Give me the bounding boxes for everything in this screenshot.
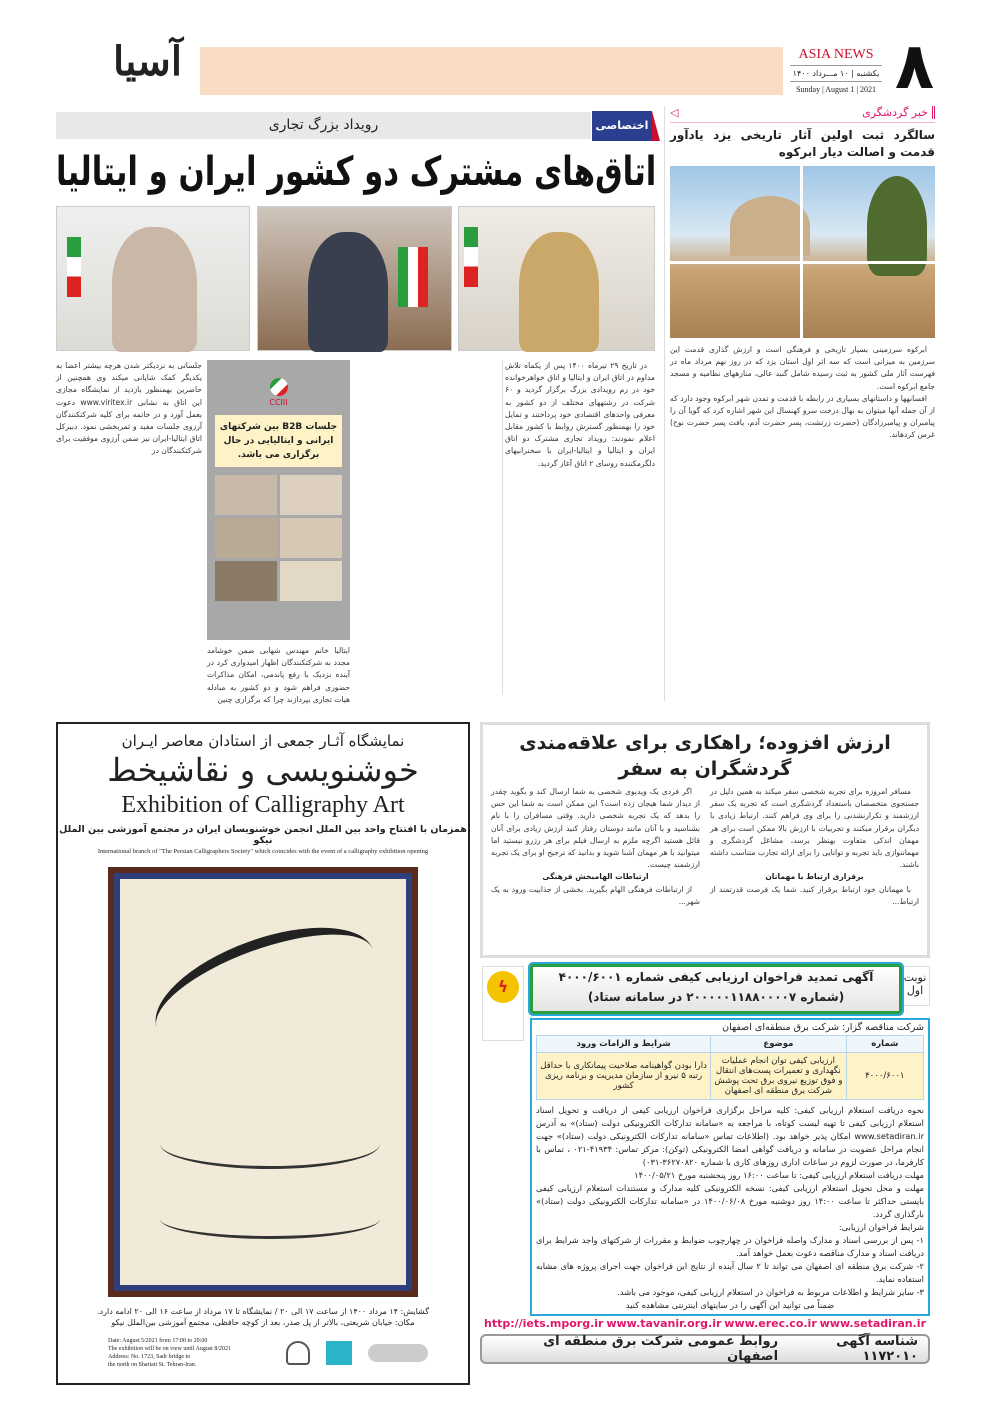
column-rule: [502, 360, 503, 695]
date-en: Sunday | August 1 | 2021: [796, 85, 876, 94]
website-link[interactable]: www.tavanir.org.ir: [606, 1317, 722, 1330]
tender-text: نحوه دریافت استعلام ارزیابی کیفی: کلیه مراحل برگزاری فراخوان ارزیابی کیفی از دریافت و تحویل اسناد استعلام ارزیابی کیفی تا تهیه لیست کوتاه، با مراجعه به «سامانه تدارکات الکترونیکی دولت (ستاد)» به آدرس www.setadiran.ir امکان پذیر خواهد بود. (اطلاعات تماس «سامانه تدارکات الکترونیکی دولت (ستاد)» جهت انجام مراحل عضویت در سامانه و دریافت گواهی امضا الکترونیکی (توکن): مرکز تماس: ۴۱۹۳۴-۰۲۱ ، تماس با کارفرما، در صورت لزوم در ساعات اداری روزهای کاری با شماره ۳۶۲۷۰۸۲۰-۰۳۱): [536, 1105, 924, 1167]
organizer: شرکت مناقصه گزار: شرکت برق منطقه‌ای اصفهان: [722, 1022, 924, 1033]
logo-text: CCIII: [269, 398, 288, 407]
tender-text: شرایط فراخوان ارزیابی:: [838, 1222, 924, 1232]
article-text: با مهمانان خود ارتباط برقرار کنید. شما یک فرصت قدرتمند از ارتباط...: [710, 884, 919, 906]
article-text: جلساتی به نزدیکتر شدن هرچه بیشتر اعضا به یکدیگر کمک شایانی میکند وی همچنین از حاضرین بهمنظور بازدید از نمایشگاه مجازی این اتاق به نشانی www.viritex.ir دعوت بعمل آورد و در خاتمه برای کلیه شرکتکنندگان آرزوی جلسات مفید و ثمربخشی نمود. دبیرکل اتاق ایتالیا-ایران نیز ضمن آرزوی موفقیت برای شرکتکنندگان در: [56, 361, 202, 456]
tender-title-box: [530, 964, 902, 1014]
website-link[interactable]: www.setadiran.ir: [819, 1317, 926, 1330]
tourism-headline: سالگرد ثبت اولین آثار تاریخی یزد یادآور قدمت و اصالت دیار ابرکوه: [670, 128, 935, 159]
play-triangle-icon: ◁: [670, 106, 679, 119]
tourism-news: [670, 106, 935, 701]
brand-block: [790, 47, 882, 94]
masthead-logo: آسیا: [113, 38, 182, 85]
kicker-bar: [56, 112, 591, 139]
header-banner: [200, 47, 783, 95]
table-row: [537, 1053, 924, 1100]
section-label: خبر گردشگری: [862, 106, 935, 119]
tavanir-logo: ϟ: [482, 966, 524, 1041]
notice-label: نوبت اول: [900, 966, 930, 1006]
column-divider: [664, 106, 665, 701]
subheading: ارتباطات الهامبخش فرهنگی: [542, 872, 649, 882]
exhibition-title-en: Exhibition of Calligraphy Art: [121, 792, 405, 818]
exhibition-opening: گشایش: ۱۴ مرداد ۱۴۰۰ از ساعت ۱۷ الی ۲۰ / نمایشگاه تا ۱۷ مرداد از ساعت ۱۶ الی ۲۰ ادامه دارد.: [97, 1307, 429, 1316]
niko-logo: [286, 1341, 310, 1365]
kicker: رویداد بزرگ تجاری: [268, 117, 379, 133]
article-text: مسافر امروزه برای تجربه شخصی سفر میکند به همین دلیل در جستجوی متخصصان باستعداد گردشگری است که تجربه یک سفر ارزشمند و تکرارنشدنی را برای وی فراهم کنند. ارتباط زیادی با دیگران برقرار میکنند و تجربیات با ارزش بالا ممکن است برای هر مهمان اندکی متفاوت بهنظر برسد، مشاغل گردشگری و مهماننوازی باید تجربه و توانایی را برای ارائه تجارب متناسب داشته باشند.: [710, 787, 919, 870]
tender-text: ۱- پس از بررسی اسناد و مدارک واصله فراخوان در چهارچوب ضوابط و مقررات از شرکتهای واجد شرایط برای دریافت اسناد و مدارک مناقصه دعوت بعمل خواهد آمد.: [536, 1235, 924, 1258]
main-headline: اتاق‌های مشترک دو کشور ایران و ایتالیا: [55, 149, 657, 195]
video-call-grid: [215, 475, 342, 601]
b2b-box: [207, 360, 350, 640]
table-cell: دارا بودن گواهینامه صلاحیت پیمانکاری با حداقل رتبه ۵ نیرو از سازمان مدیریت و برنامه ریزی کشور: [537, 1053, 711, 1100]
m-logo: [326, 1341, 352, 1365]
table-cell: ۴۰۰۰/۶۰۰۱: [846, 1053, 923, 1100]
badge-corner: [652, 111, 660, 141]
b2b-caption: جلسات B2B بین شرکتهای ایرانی و ایتالیایی در حال برگزاری می باشد.: [215, 415, 342, 467]
tender-table: [536, 1035, 924, 1100]
cciii-logo: [211, 364, 346, 407]
article-text: در تاریخ ۲۹ تیرماه ۱۴۰۰ پس از یکماه تلاش مداوم در اتاق ایران و ایتالیا و اتاق خواهرخوانده خود در رم رویدادی بزرگ برگزار گردید و ۶۰ شرکت در رشتههای مختلف از دو کشور به معرفی واحدهای اقتصادی خود پرداختند و تمایل خود را بهمنظور گسترش روابط با کشور مقابل اعلام نمودند: رویداد تجاری مشترک دو اتاق ایران و ایتالیا و ایتالیا-ایران با سخنرانیهای دلگرمکننده روسای ۲ اتاق آغاز گردید.: [505, 361, 655, 468]
article-text: ایتالیا خانم مهندس شهابی ضمن خوشامد مجدد به شرکتکنندگان اظهار امیدواری کرد در آینده نزدیک با رفع پاندمی، امکان مذاکرات حضوری فراهم شود و دو کشور به مبادله هیات تجاری بپردازند چرا که برگزاری چنین: [207, 646, 350, 704]
calligraphy-artwork: [108, 867, 418, 1297]
tender-body-box: [530, 1018, 930, 1316]
tourism-paragraph: ابرکوه سرزمینی بسیار تاریخی و فرهنگی است و ارزش گذاری قدمت این سرزمین به میزانی است که سه اثر اول استان یزد که در روز نهم مرداد ماه در فهرست آثار ملی کشور به ثبت رسیده شامل گنبد عالی، منارههای نظامیه و مسجد جامع ابرکوه است.: [670, 345, 935, 391]
main-headline-wrap: [56, 141, 656, 203]
tender-text: ۳- سایر شرایط و اطلاعات مربوط به فراخوان در استعلام ارزیابی کیفی، موجود می باشد.: [617, 1287, 924, 1297]
tender-ad: [480, 962, 930, 1370]
sponsor-logos: [286, 1341, 428, 1365]
subheading: برقراری ارتباط با مهمانان: [765, 872, 864, 882]
article-text: از ارتباطات فرهنگی الهام بگیرید. بخشی از جذابیت ورود به یک شهر...: [491, 884, 700, 906]
article-column-4: [56, 360, 202, 695]
photo-speaker-man: [257, 206, 452, 351]
en-info-line: The exhibition will be on view until August 8/2021: [108, 1346, 231, 1352]
tender-title: آگهی تمدید فراخوان ارزیابی کیفی شماره ۴۰۰۰/۶۰۰۱: [558, 970, 874, 984]
table-header: شرایط و الزامات ورود: [537, 1036, 711, 1053]
article-text: اگر فردی یک ویدیوی شخصی به شما ارسال کند و بگوید چقدر از دیدار شما هیجان زده است؟ این ممکن است به شما این حس را بدهد که یک تجربه شخصی دارید. وقتی مسافران را با نام بشناسید و با آنان مانند دوستان رفتار کنید ارزش زیادی برای آنان قائل هستید اگرچه ملزم به ارسال فیلم برای هر رزرو نیستید اما میتوانید با هر مهمان آشنا شوید و بدانید که ترجیح او برای یک تجربه ارزشمند چیست.: [491, 787, 700, 870]
table-header: شماره: [846, 1036, 923, 1053]
exhibition-subtitle-fa: همزمان با افتتاح واحد بین الملل انجمن خوشنویسان ایران در مجتمع آموزشی بین الملل نیکو: [59, 824, 467, 846]
table-cell: ارزیابی کیفی توان انجام عملیات نگهداری و تعمیرات پست‌های انتقال و فوق توزیع نیروی برق تحت پوشش شرکت برق منطقه ای اصفهان: [711, 1053, 846, 1100]
websites-note: ضمناً می توانید این آگهی را در سایتهای اینترنتی مشاهده کنید: [625, 1300, 835, 1310]
exhibition-ad: [56, 722, 470, 1385]
tourism-paragraph: افسانهها و داستانهای بسیاری در رابطه با قدمت و تمدن شهر ابرکوه وجود دارد که از آن جمله آنها میتوان به نهال درخت سرو کهنسال این شهر اشاره کرد که گویا آن را پیامبران و پیامبرزادگان (حضرت زرتشت، پسر حضرت آدم، یافث پسر حضرت نوح) غرس کردهاند.: [670, 393, 935, 440]
en-info-line: Address: No. 1723, Sadr bridge to: [108, 1354, 191, 1360]
tender-footer: [480, 1334, 930, 1364]
en-info-line: the north on Shariati St. Tehran-Iran.: [108, 1362, 197, 1368]
article-column-2: [355, 360, 500, 695]
tender-text: مهلت و محل تحویل استعلام ارزیابی کیفی: نسخه الکترونیکی کلیه مدارک و مستندات استعلام ارزیابی کیفی بایستی حداکثر تا ساعت ۱۴:۰۰ روز دوشنبه مورخ ۱۴۰۰/۰۶/۰۸ در «سامانه تدارکات الکترونیکی دولت (ستاد)» بارگذاری گردد.: [536, 1183, 924, 1219]
tender-text: ۲- شرکت برق منطقه ای اصفهان می تواند تا ۲ سال آینده از نتایج این فراخوان جهت اجرای پروژه های مشابه استفاده نماید.: [536, 1261, 924, 1284]
exhibition-subtitle-en: International branch of "The Persian Calligraphers Society" which coincides with the event of a calligraphy exhibition opening: [97, 848, 429, 855]
tender-text: مهلت دریافت استعلام ارزیابی کیفی: تا ساعت ۱۶:۰۰ روز پنجشنبه مورخ ۱۴۰۰/۰۵/۲۱: [634, 1170, 924, 1180]
exclusive-badge: اختصاصی: [592, 111, 652, 141]
exhibition-location: مکان: خیابان شریعتی، بالاتر از پل صدر، بعد از کوچه حافظی، مجتمع آموزشی بین‌الملل نیکو: [111, 1318, 415, 1327]
website-link[interactable]: http://iets.mporg.ir: [484, 1317, 604, 1330]
value-added-article: [480, 722, 930, 958]
footer-publisher: روابط عمومی شرکت برق منطقه ای اصفهان: [543, 1334, 779, 1364]
brand-name: ASIA NEWS: [790, 47, 882, 66]
date-fa: یکشنبه | ۱۰ مـــرداد ۱۴۰۰: [790, 66, 882, 82]
article-column-3: [207, 645, 350, 704]
en-info-line: Date: August 5/2021 from 17:00 to 20:00: [108, 1338, 208, 1344]
exhibition-line1: نمایشگاه آثـار جمعی از استادان معاصر ایـران: [121, 732, 405, 750]
photo-speaker-woman-right: [458, 206, 655, 351]
article-column-1: [505, 360, 655, 695]
ad-id: شناسه آگهی ۱۱۷۲۰۱۰: [836, 1334, 918, 1364]
calligraphers-society-logo: [368, 1344, 428, 1362]
tender-subtitle: (شماره ۲۰۰۰۰۰۱۱۸۸۰۰۰۰۷ در سامانه ستاد): [587, 990, 845, 1004]
exhibition-en-info: [108, 1337, 231, 1369]
abarkuh-photo-collage: [670, 166, 935, 338]
websites-row: [480, 1317, 930, 1330]
exhibition-title-fa: خوشنویسی و نقاشیخط: [107, 751, 419, 789]
value-added-headline: ارزش افزوده؛ راهکاری برای علاقه‌مندی گردشگران به سفر: [519, 732, 891, 780]
photo-speaker-woman-left: [56, 206, 250, 351]
website-link[interactable]: www.erec.co.ir: [724, 1317, 817, 1330]
table-header: موضوع: [711, 1036, 846, 1053]
page-number: ۸: [895, 30, 935, 104]
